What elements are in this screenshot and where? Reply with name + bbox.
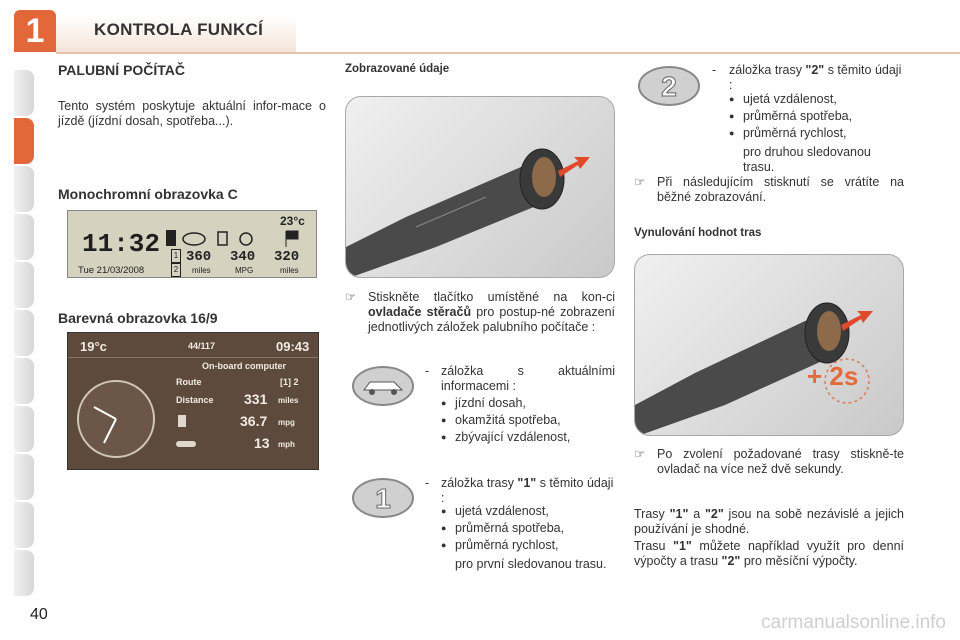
header-rule — [56, 52, 960, 54]
cd-row-unit-3: mpg — [278, 418, 295, 427]
car-icon — [183, 233, 205, 245]
clock-icon — [74, 377, 158, 461]
lcd-unit-3: miles — [280, 266, 299, 275]
tab-current-title: záložka s aktuálními informacemi : — [441, 364, 615, 393]
cd-row-label-1: Route — [176, 377, 202, 387]
return-note: Při následujícím stisknutí se vrátíte na běžné zobrazování. — [657, 175, 904, 204]
lcd-temp: 23°c — [280, 214, 305, 228]
side-tab[interactable] — [14, 70, 34, 116]
reset-note-symbol: ☞ — [634, 447, 646, 461]
hold-time-label: + 2s — [807, 361, 859, 391]
cd-temp: 19°c — [80, 339, 107, 354]
instruction-symbol: ☞ — [345, 290, 357, 304]
lcd-icons — [166, 229, 316, 249]
lcd-value-3: 320 — [274, 249, 300, 265]
trip1-dash: - — [425, 476, 430, 490]
trip1-icon — [350, 476, 416, 525]
instruction-text: Stiskněte tlačítko umístěné na kon-ci ovladače stěračů pro postup-né zobrazení jednotlivých záložek palubního počítače : — [368, 290, 615, 334]
mono-display — [67, 210, 317, 278]
trip2-item: ● průměrná spotřeba, — [729, 109, 852, 124]
stalk-reset-photo — [634, 254, 904, 436]
cd-row-label-2: Distance — [176, 395, 214, 405]
lcd-unit-1: miles — [192, 266, 211, 275]
stalk-photo — [345, 96, 615, 278]
side-tab[interactable] — [14, 358, 34, 404]
trip1-note: pro první sledovanou trasu. — [455, 557, 607, 571]
trip1-title: záložka trasy "1" s těmito údaji : — [441, 476, 614, 505]
cd-row-unit-4: mph — [278, 440, 295, 449]
trip2-item: ● ujetá vzdálenost, — [729, 92, 837, 107]
gauge-icon — [240, 233, 252, 245]
cd-screen-title: On-board computer — [202, 361, 287, 371]
lcd-unit-2: MPG — [235, 266, 254, 275]
trips-paragraph-2: Trasu "1" můžete například využít pro denní výpočty a trasu "2" pro měsíční výpočty. — [634, 539, 904, 568]
side-tab-active[interactable] — [14, 118, 34, 164]
trip1-item: ● průměrná spotřeba, — [441, 521, 564, 536]
tab-current-dash: - — [425, 364, 430, 378]
cd-counter: 44/117 — [188, 341, 216, 351]
pump-icon — [218, 232, 227, 245]
fuel-icon — [178, 415, 186, 427]
chapter-badge: 1 — [14, 10, 56, 52]
return-note-symbol: ☞ — [634, 175, 646, 189]
chapter-title: KONTROLA FUNKCÍ — [94, 20, 264, 39]
color-heading: Barevná obrazovka 16/9 — [58, 310, 218, 326]
watermark: carmanualsonline.info — [761, 612, 946, 633]
fuel-icon — [166, 230, 176, 246]
page-number: 40 — [30, 606, 48, 623]
side-tab[interactable] — [14, 310, 34, 356]
cd-time: 09:43 — [276, 339, 310, 354]
side-tab[interactable] — [14, 454, 34, 500]
car-icon — [176, 441, 196, 447]
trip2-note: pro druhou sledovanou trasu. — [743, 145, 871, 174]
arrow-icon — [558, 157, 590, 177]
side-tab[interactable] — [14, 550, 34, 596]
trip-mark-2: 2 — [171, 263, 181, 277]
section-title: PALUBNÍ POČÍTAČ — [58, 62, 186, 78]
lcd-value-1: 360 — [186, 249, 212, 265]
side-tab[interactable] — [14, 262, 34, 308]
svg-text:1: 1 — [375, 483, 391, 514]
reset-note: Po zvolení požadované trasy stiskně-te ovladač na více než dvě sekundy. — [657, 447, 904, 476]
side-tab[interactable] — [14, 502, 34, 548]
lcd-time: 11:32 — [82, 229, 161, 259]
tab-current-item: ● zbývající vzdálenost, — [441, 430, 570, 445]
trip1-item: ● průměrná rychlost, — [441, 538, 559, 553]
trip1-item: ● ujetá vzdálenost, — [441, 504, 549, 519]
svg-text:2: 2 — [661, 71, 677, 102]
intro-text: Tento systém poskytuje aktuální infor-mace o jízdě (jízdní dosah, spotřeba...). — [58, 99, 326, 128]
side-tab[interactable] — [14, 406, 34, 452]
trip2-icon — [636, 64, 702, 113]
color-display — [67, 332, 319, 470]
tab-current-icon — [350, 364, 416, 413]
trip-mark-1: 1 — [171, 249, 181, 263]
cd-row-value-2: 331 — [244, 391, 268, 407]
cd-row-value-3: 36.7 — [240, 413, 268, 429]
cd-row-value-4: 13 — [254, 435, 270, 451]
trip2-item: ● průměrná rychlost, — [729, 126, 847, 141]
flag-icon — [286, 231, 298, 247]
cd-row-value-1: [1] 2 — [280, 377, 299, 387]
mono-heading: Monochromní obrazovka C — [58, 186, 238, 202]
tab-current-item: ● okamžitá spotřeba, — [441, 413, 561, 428]
trip2-dash: - — [712, 63, 717, 77]
cd-row-unit-2: miles — [278, 396, 299, 405]
side-tab[interactable] — [14, 166, 34, 212]
displayed-data-heading: Zobrazované údaje — [345, 63, 450, 75]
tab-current-item: ● jízdní dosah, — [441, 396, 526, 411]
lcd-value-2: 340 — [230, 249, 256, 265]
reset-heading: Vynulování hodnot tras — [634, 227, 762, 239]
side-tab[interactable] — [14, 214, 34, 260]
trip2-title: záložka trasy "2" s těmito údaji : — [729, 63, 902, 92]
trips-paragraph-1: Trasy "1" a "2" jsou na sobě nezávislé a jejich používání je shodné. — [634, 507, 905, 536]
lcd-date: Tue 21/03/2008 — [78, 265, 145, 276]
